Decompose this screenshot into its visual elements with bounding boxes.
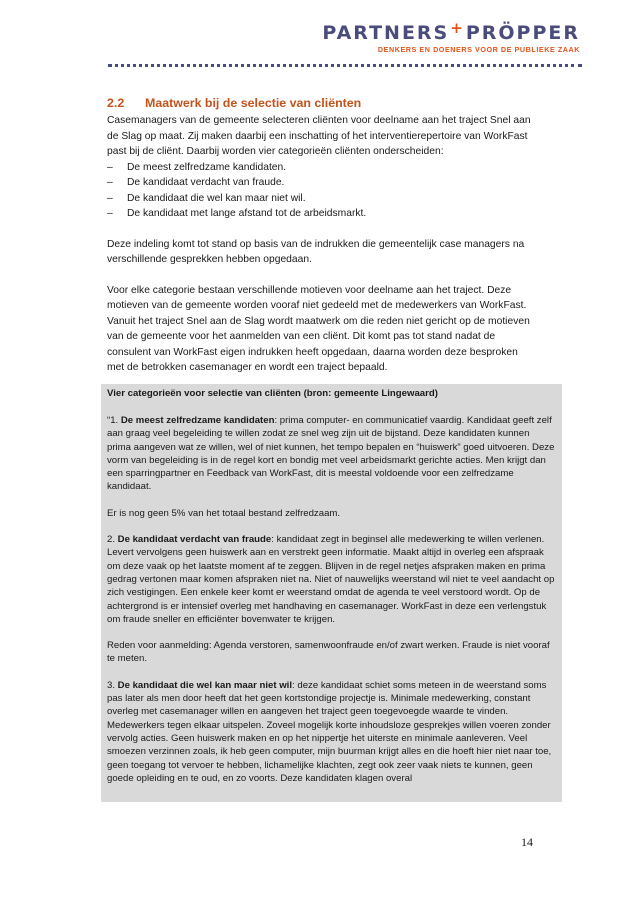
- category-1-paragraph: [107, 414, 556, 494]
- intro-paragraph: Casemanagers van de gemeente selecteren cliënten voor deelname aan het traject Snel aan de Slag op maat. Zij maken daarbij een inschatting of het interventierepertoire van WorkFast past bij de cliënt. Daarbij worden vier categorieën cliënten onderscheiden:: [107, 115, 531, 157]
- category-2-paragraph: [107, 533, 556, 626]
- section-heading: [107, 95, 532, 111]
- header-dotted-divider: [108, 64, 582, 67]
- list-item-text: De meest zelfredzame kandidaten.: [127, 161, 287, 173]
- category-1-text: : prima computer- en communicatief vaardig. Kandidaat geeft zelf aan graag veel begeleiding te willen zodat ze snel weg zijn uit de bijstand. Deze kandidaten kunnen prima aangeven wat ze willen, wel of niet kunnen, het tempo bepalen en “huiswerk” goed uitvoeren. Deze vorm van begeleiding is in de regel kort en bondig met veel arbeidsmarkt gerichte acties. Men krijgt dan een sparringpartner en Feedback van WorkFast, dit is meestal voldoende voor een zelfredzame kandidaat.: [107, 415, 555, 493]
- page-number: 14: [521, 835, 533, 849]
- logo-name-left: PARTNERS: [322, 22, 450, 44]
- category-list: [107, 160, 532, 222]
- list-item: [107, 175, 532, 191]
- categories-box: [101, 384, 562, 802]
- category-2-text: : kandidaat zegt in beginsel alle medewerking te willen verlenen. Levert vervolgens geen huiswerk aan en verstrekt geen informatie. Maakt altijd in overleg een afspraak om deze vaak op het laatste moment af te zeggen. Blijven in de regel netjes afspraken maken en prima gedrag vertonen maar komen afspraken niet na. Niet of nauwelijks weerstand wil niet te veel aandacht op zich vestigingen. Een enkele keer komt er weerstand omdat de agenda te veel verstoord wordt. Op de achtergrond is er intensief overleg met handhaving en casemanager. WorkFast in deze een verlengstuk om fraude sneller en efficiënter bovenwater te krijgen.: [107, 534, 555, 625]
- indeling-paragraph: Deze indeling komt tot stand op basis van de indrukken die gemeentelijk case managers na verschillende gesprekken hebben opgedaan.: [107, 238, 525, 265]
- bullet-dash: –: [107, 161, 113, 173]
- category-3-label: De kandidaat die wel kan maar niet wil: [117, 679, 293, 691]
- list-item: [107, 206, 532, 222]
- motieven-paragraph: Voor elke categorie bestaan verschillende motieven voor deelname aan het traject. Deze motieven van de gemeente worden vooraf niet gedeeld met de medewerkers van WorkFast. Vanuit het traject Snel aan de Slag wordt maatwerk om die reden niet gericht op de motieven van de gemeente voor het aanmelden van een cliënt. Dit komt pas tot stand nadat de consulent van WorkFast eigen indrukken heeft opgedaan, daarna worden deze besproken met de betrokken casemanager en wordt een traject bepaald.: [107, 284, 530, 373]
- category-1-label: De meest zelfredzame kandidaten: [120, 415, 275, 426]
- company-logo: [322, 19, 580, 54]
- list-item: [107, 160, 532, 176]
- category-2-number: 2.: [107, 534, 118, 546]
- section-title: Maatwerk bij de selectie van cliënten: [145, 96, 362, 110]
- category-3-paragraph: [107, 679, 556, 785]
- logo-tagline: DENKERS EN DOENERS VOOR DE PUBLIEKE ZAAK: [377, 45, 580, 54]
- document-body: [107, 95, 532, 376]
- bullet-dash: –: [107, 208, 113, 219]
- category-2-label: De kandidaat verdacht van fraude: [117, 534, 272, 546]
- bullet-dash: –: [107, 177, 113, 188]
- logo-name-right: PRÖPPER: [465, 22, 580, 44]
- bullet-dash: –: [107, 192, 113, 204]
- category-1-number: “1.: [107, 415, 121, 426]
- logo-plus-sign: +: [450, 19, 465, 37]
- category-3-text: : deze kandidaat schiet soms meteen in de weerstand soms pas later als men door heeft dat het geen kortstondige projectje is. Minimale medewerking, constant overleg met casemanager willen en aangeven het traject geen toegevoegde waarde te vinden. Medewerkers tegen elkaar uitspelen. Zoveel mogelijk korte inhoudsloze gesprekjes willen voeren zonder vervolg acties. Geen huiswerk maken en op het nippertje het uiterste en minimale aanleveren. Veel smoezen verzinnen zoals, ik heb geen computer, mijn buurman krijgt alles en die hoeft hier niet naar toe, geen toegang tot vervoer te hebben, lichamelijke klachten, zegt ook zeer vaak niets te kunnen, geen goede opleiding en te oud, en zo voorts. Deze kandidaten klagen overal: [107, 679, 552, 784]
- list-item-text: De kandidaat verdacht van fraude.: [127, 177, 285, 188]
- logo-wordmark: [322, 19, 580, 44]
- box-title: Vier categorieën voor selectie van cliënten (bron: gemeente Lingewaard): [107, 388, 438, 399]
- list-item-text: De kandidaat met lange afstand tot de arbeidsmarkt.: [127, 208, 367, 219]
- section-number: 2.2: [107, 96, 125, 110]
- category-1-note: Er is nog geen 5% van het totaal bestand zelfredzaam.: [107, 507, 341, 519]
- category-3-number: 3.: [107, 679, 118, 691]
- list-item-text: De kandidaat die wel kan maar niet wil.: [127, 192, 306, 204]
- category-2-note: Reden voor aanmelding: Agenda verstoren, samenwoonfraude en/of zwart werken. Fraude is niet vooraf te meten.: [107, 640, 550, 665]
- list-item: [107, 191, 532, 207]
